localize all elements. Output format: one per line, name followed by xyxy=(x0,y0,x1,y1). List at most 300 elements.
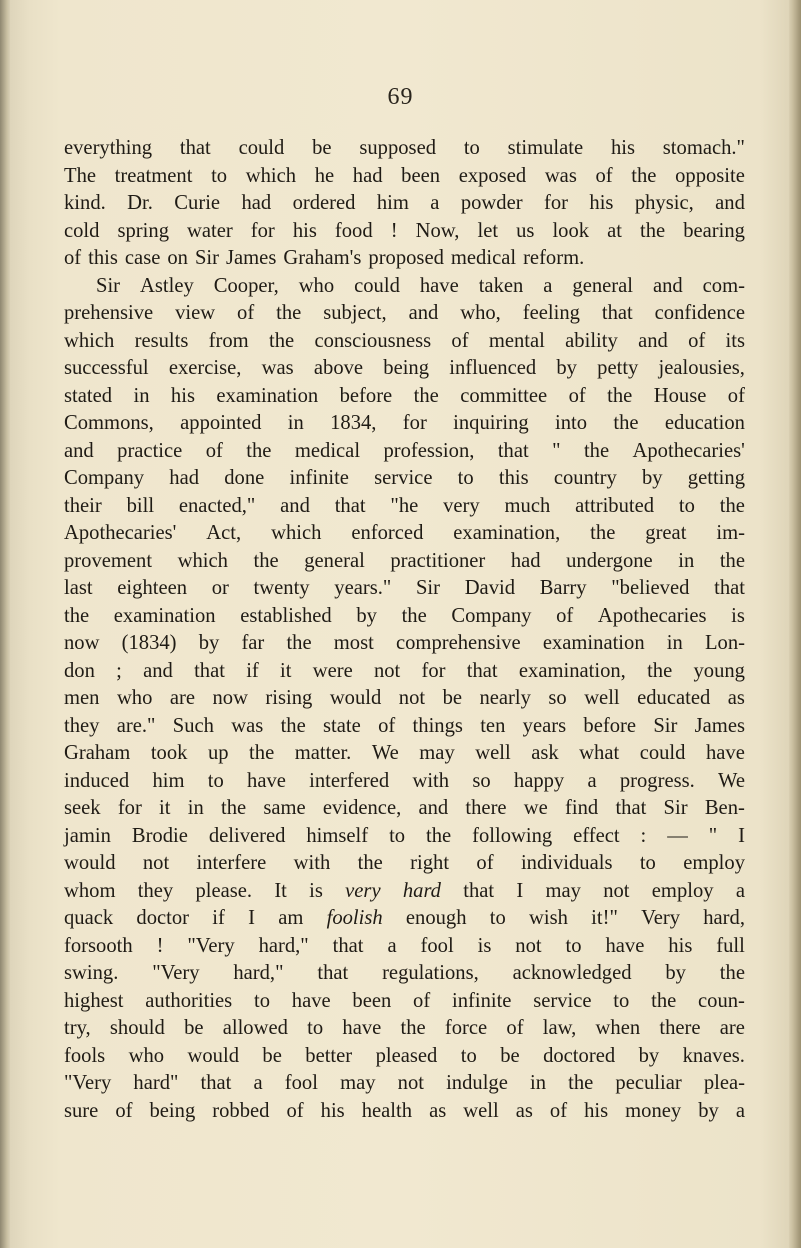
word: were xyxy=(312,659,353,682)
word: hard" xyxy=(133,1072,179,1094)
word: not xyxy=(142,852,170,874)
word: of xyxy=(549,1099,568,1122)
word: of xyxy=(688,329,706,352)
text-line xyxy=(64,630,745,658)
word: had xyxy=(352,164,383,187)
word: took xyxy=(150,742,188,764)
word: general xyxy=(304,549,365,572)
word: the xyxy=(276,302,302,324)
word: the xyxy=(426,824,452,847)
word: their xyxy=(64,494,102,517)
word: let xyxy=(477,219,499,242)
word: the xyxy=(583,439,610,462)
word: proposed xyxy=(368,247,444,269)
word: bill xyxy=(126,494,155,517)
word: It xyxy=(274,879,287,902)
word: reform. xyxy=(523,247,585,269)
word: young xyxy=(693,659,745,682)
word: interfered xyxy=(309,769,390,792)
word: consciousness xyxy=(314,329,432,352)
word: stated xyxy=(64,384,113,407)
word: by xyxy=(665,962,686,984)
word: of xyxy=(413,989,431,1012)
word: peculiar xyxy=(615,1072,682,1094)
word: powder xyxy=(460,192,523,214)
text-line xyxy=(64,603,745,631)
word: it!" xyxy=(591,907,618,929)
word: ; xyxy=(116,659,122,682)
word: highest xyxy=(64,989,124,1012)
word: feeling xyxy=(522,302,580,324)
word: very xyxy=(443,494,480,517)
word: that xyxy=(497,439,529,462)
word: would xyxy=(329,687,382,709)
word: money xyxy=(625,1099,682,1122)
word: appointed xyxy=(180,412,262,434)
text-line xyxy=(64,960,745,988)
word: now xyxy=(64,632,100,654)
word: "believed xyxy=(611,577,690,599)
word: which xyxy=(64,329,115,352)
word: his xyxy=(170,384,195,407)
word: would xyxy=(187,1044,239,1067)
word: quack xyxy=(64,907,114,929)
word: indulge xyxy=(446,1072,508,1094)
word: the xyxy=(590,522,616,544)
word: of xyxy=(64,247,82,269)
word: before xyxy=(339,384,393,407)
word: bearing xyxy=(683,219,745,242)
word: of xyxy=(451,329,469,352)
word: James xyxy=(694,714,745,737)
word: confidence xyxy=(654,302,745,324)
word: well xyxy=(475,742,511,764)
word: to xyxy=(489,907,506,929)
text-line xyxy=(64,410,745,438)
word: acknowledged xyxy=(512,962,632,984)
word: Graham's xyxy=(283,247,362,269)
word: be xyxy=(442,687,462,709)
text-line xyxy=(64,273,745,301)
word: coun- xyxy=(698,989,745,1012)
text-line xyxy=(64,795,745,823)
word: much xyxy=(504,494,551,517)
word: and xyxy=(715,192,745,214)
word: the xyxy=(631,164,657,187)
word: this xyxy=(498,467,529,489)
word: of xyxy=(568,384,586,407)
word: stimulate xyxy=(507,137,584,159)
word: his xyxy=(589,192,614,214)
word: that xyxy=(466,659,498,682)
word: swing. xyxy=(64,962,119,984)
word: supposed xyxy=(359,137,437,159)
text-line xyxy=(64,823,745,851)
word: doctored xyxy=(543,1044,616,1067)
word: is xyxy=(309,879,323,902)
word: induced xyxy=(64,769,130,792)
word: there xyxy=(465,797,507,819)
word: years." xyxy=(334,577,392,599)
word: individuals xyxy=(520,852,613,874)
word: of xyxy=(727,384,745,407)
word: which xyxy=(245,164,297,187)
word: treatment xyxy=(114,164,193,187)
word: so xyxy=(472,769,491,792)
word: and xyxy=(280,494,310,517)
word: Now, xyxy=(415,219,460,242)
word: state xyxy=(323,714,361,737)
word: David xyxy=(464,577,516,599)
word: jealousies, xyxy=(658,357,745,379)
word: not xyxy=(515,934,542,957)
word: We xyxy=(718,769,745,792)
word: was xyxy=(544,164,577,187)
word: Apothecaries' xyxy=(64,522,177,544)
word: the xyxy=(249,742,275,764)
word: to xyxy=(613,989,630,1012)
word: look xyxy=(552,219,590,242)
word: foolish xyxy=(326,907,383,929)
word: ten xyxy=(480,714,506,737)
word: general xyxy=(572,274,633,297)
word: Apothecaries xyxy=(597,604,707,627)
word: it xyxy=(280,659,292,682)
word: better xyxy=(305,1044,353,1067)
word: exposed xyxy=(458,164,527,187)
word: medical xyxy=(294,439,361,462)
word: health xyxy=(361,1099,413,1122)
word: to xyxy=(207,769,224,792)
word: profession, xyxy=(383,439,475,462)
word: sure xyxy=(64,1099,99,1122)
text-line xyxy=(64,135,745,163)
text-line xyxy=(64,520,745,548)
text-line xyxy=(64,658,745,686)
word: the xyxy=(607,384,633,407)
word: to xyxy=(565,934,582,957)
word: when xyxy=(595,1017,641,1039)
word: it xyxy=(159,797,171,819)
word: inquiring xyxy=(453,412,529,434)
word: ! xyxy=(156,934,164,957)
word: employ xyxy=(651,879,714,902)
word: not xyxy=(397,1072,424,1094)
word: who xyxy=(128,1044,165,1067)
word: progress. xyxy=(619,769,695,792)
word: they xyxy=(64,714,100,737)
word: the xyxy=(568,1072,594,1094)
word: examination, xyxy=(518,659,626,682)
word: " xyxy=(552,439,561,462)
text-line xyxy=(64,575,745,603)
word: could xyxy=(354,274,400,297)
body-text xyxy=(64,135,745,1125)
word: its xyxy=(725,329,745,352)
word: well xyxy=(584,687,620,709)
word: who, xyxy=(460,302,501,324)
word: Sir xyxy=(194,247,219,269)
word: examination xyxy=(542,632,645,654)
word: force xyxy=(444,1017,488,1039)
word: subject, xyxy=(323,302,387,324)
word: that xyxy=(194,659,225,682)
word: full xyxy=(716,934,745,957)
word: had xyxy=(169,467,200,489)
text-line xyxy=(64,768,745,796)
word: Very xyxy=(641,907,681,929)
word: ask xyxy=(531,742,559,764)
word: be xyxy=(500,1044,520,1067)
word: to xyxy=(307,1017,324,1039)
word: have xyxy=(419,274,459,297)
word: right xyxy=(410,852,450,874)
word: "he xyxy=(390,494,419,517)
word: Astley xyxy=(140,274,194,297)
word: taken xyxy=(478,274,524,297)
word: Such xyxy=(172,714,214,737)
word: Cooper, xyxy=(213,274,279,297)
word: be xyxy=(262,1044,282,1067)
word: attributed xyxy=(575,494,655,517)
word: is xyxy=(731,604,745,627)
word: most xyxy=(333,632,374,654)
word: very xyxy=(345,879,381,902)
text-line xyxy=(64,933,745,961)
word: as xyxy=(727,687,745,709)
word: being xyxy=(149,1099,196,1122)
word: effect xyxy=(573,824,620,847)
word: Sir xyxy=(415,577,441,599)
word: the xyxy=(220,797,247,819)
word: examination, xyxy=(453,522,561,544)
word: that xyxy=(601,302,633,324)
word: be xyxy=(312,137,332,159)
word: pleased xyxy=(375,1044,438,1067)
word: him xyxy=(376,192,409,214)
word: infinite xyxy=(289,467,349,489)
word: enacted," xyxy=(178,494,256,517)
word: by xyxy=(642,467,663,489)
word: had xyxy=(510,549,541,572)
word: don xyxy=(64,659,95,682)
word: Curie xyxy=(174,192,221,214)
word: educated xyxy=(637,687,711,709)
word: him xyxy=(152,769,185,792)
word: last xyxy=(64,577,93,599)
word: undergone xyxy=(566,549,653,572)
word: and xyxy=(638,329,668,352)
word: country xyxy=(553,467,617,489)
word: with xyxy=(412,769,450,792)
word: in xyxy=(529,1072,546,1094)
word: for xyxy=(117,797,142,819)
word: comprehensive xyxy=(396,632,521,654)
word: for xyxy=(402,412,427,434)
word: of xyxy=(286,1099,304,1122)
word: not xyxy=(373,659,401,682)
word: have xyxy=(247,769,286,792)
word: in xyxy=(666,632,683,654)
word: James xyxy=(226,247,277,269)
word: House xyxy=(653,384,707,407)
word: that xyxy=(332,934,364,957)
word: at xyxy=(607,219,622,242)
word: was xyxy=(261,357,294,379)
word: as xyxy=(429,1099,447,1122)
text-line xyxy=(64,218,745,246)
word: that xyxy=(615,797,647,819)
word: of xyxy=(115,1099,133,1122)
word: "Very xyxy=(152,962,200,984)
word: if xyxy=(212,907,225,929)
word: the xyxy=(640,219,666,242)
word: fool xyxy=(420,934,454,957)
text-line xyxy=(64,1043,745,1071)
word: opposite xyxy=(675,164,745,187)
word: of xyxy=(378,714,396,737)
word: that xyxy=(463,879,495,902)
word: provement xyxy=(64,549,153,572)
text-line xyxy=(64,465,745,493)
word: I xyxy=(516,879,524,902)
word: plea- xyxy=(703,1072,745,1094)
word: may xyxy=(340,1072,376,1094)
word: getting xyxy=(687,467,745,489)
word: a xyxy=(387,934,397,957)
word: to xyxy=(463,137,480,159)
text-line xyxy=(64,300,745,328)
word: hard," xyxy=(233,962,284,984)
word: would xyxy=(64,852,116,874)
word: hard xyxy=(402,879,441,902)
word: employ xyxy=(683,852,745,874)
word: of xyxy=(595,164,613,187)
word: We xyxy=(371,742,399,764)
word: please. xyxy=(195,879,253,902)
word: his xyxy=(320,1099,345,1122)
word: "Very xyxy=(187,934,235,957)
word: knaves. xyxy=(682,1044,745,1067)
word: for xyxy=(250,219,275,242)
word: ability xyxy=(565,329,618,352)
word: allowed xyxy=(222,1017,288,1039)
word: for xyxy=(543,192,568,214)
word: delivered xyxy=(208,824,286,847)
word: up xyxy=(207,742,229,764)
word: of xyxy=(556,604,574,627)
word: case xyxy=(124,247,161,269)
word: and xyxy=(652,274,683,297)
page-number: 69 xyxy=(387,84,414,110)
word: matter. xyxy=(294,742,352,764)
text-line xyxy=(64,905,745,933)
word: his xyxy=(610,137,635,159)
word: exercise, xyxy=(168,357,242,379)
word: examination xyxy=(216,384,319,407)
word: by xyxy=(638,1044,660,1067)
word: should xyxy=(109,1017,165,1039)
word: to xyxy=(639,852,656,874)
word: — xyxy=(667,824,688,847)
word: the xyxy=(719,962,745,984)
word: the xyxy=(613,412,639,434)
word: service xyxy=(374,467,433,489)
text-line xyxy=(64,493,745,521)
word: by xyxy=(698,1099,719,1122)
word: view xyxy=(175,302,216,324)
word: the xyxy=(286,632,312,654)
word: his xyxy=(584,1099,609,1122)
word: The xyxy=(64,164,97,187)
word: are xyxy=(169,687,196,709)
word: food xyxy=(334,219,373,242)
word: try, xyxy=(64,1017,91,1039)
word: hard," xyxy=(258,934,309,957)
word: so xyxy=(548,687,567,709)
word: that xyxy=(200,1072,232,1094)
word: rising xyxy=(265,687,313,709)
text-line xyxy=(64,878,745,906)
word: cold xyxy=(64,219,100,242)
word: the xyxy=(401,604,427,627)
word: practice xyxy=(117,439,183,462)
word: 1834, xyxy=(330,412,377,434)
word: doctor xyxy=(136,907,190,929)
word: have xyxy=(705,742,745,764)
word: (1834) xyxy=(121,632,177,654)
word: Graham xyxy=(64,742,131,764)
word: stomach." xyxy=(662,137,745,159)
word: not xyxy=(603,879,630,902)
word: to xyxy=(678,494,695,517)
word: the xyxy=(253,549,279,572)
word: mental xyxy=(488,329,545,352)
text-line xyxy=(64,713,745,741)
text-line xyxy=(64,438,745,466)
word: the xyxy=(246,439,272,462)
word: to xyxy=(457,467,474,489)
word: the xyxy=(400,1017,426,1039)
text-line xyxy=(64,1070,745,1098)
word: find xyxy=(565,797,599,819)
word: the xyxy=(719,494,745,517)
word: practitioner xyxy=(390,549,486,572)
word: to xyxy=(389,824,406,847)
word: now xyxy=(212,687,248,709)
word: above xyxy=(313,357,364,379)
text-line xyxy=(64,328,745,356)
word: a xyxy=(587,769,597,792)
word: with xyxy=(293,852,331,874)
word: things xyxy=(412,714,463,737)
word: " xyxy=(708,824,718,847)
text-line xyxy=(64,685,745,713)
word: as xyxy=(515,1099,533,1122)
word: enough xyxy=(405,907,467,929)
word: could xyxy=(639,742,686,764)
word: which xyxy=(177,549,228,572)
word: which xyxy=(271,522,322,544)
word: robbed xyxy=(212,1099,270,1122)
word: a xyxy=(735,1099,745,1122)
word: have xyxy=(291,989,331,1012)
word: done xyxy=(224,467,265,489)
word: and xyxy=(408,302,439,324)
word: the xyxy=(268,329,295,352)
word: great xyxy=(645,522,687,544)
word: is xyxy=(477,934,492,957)
